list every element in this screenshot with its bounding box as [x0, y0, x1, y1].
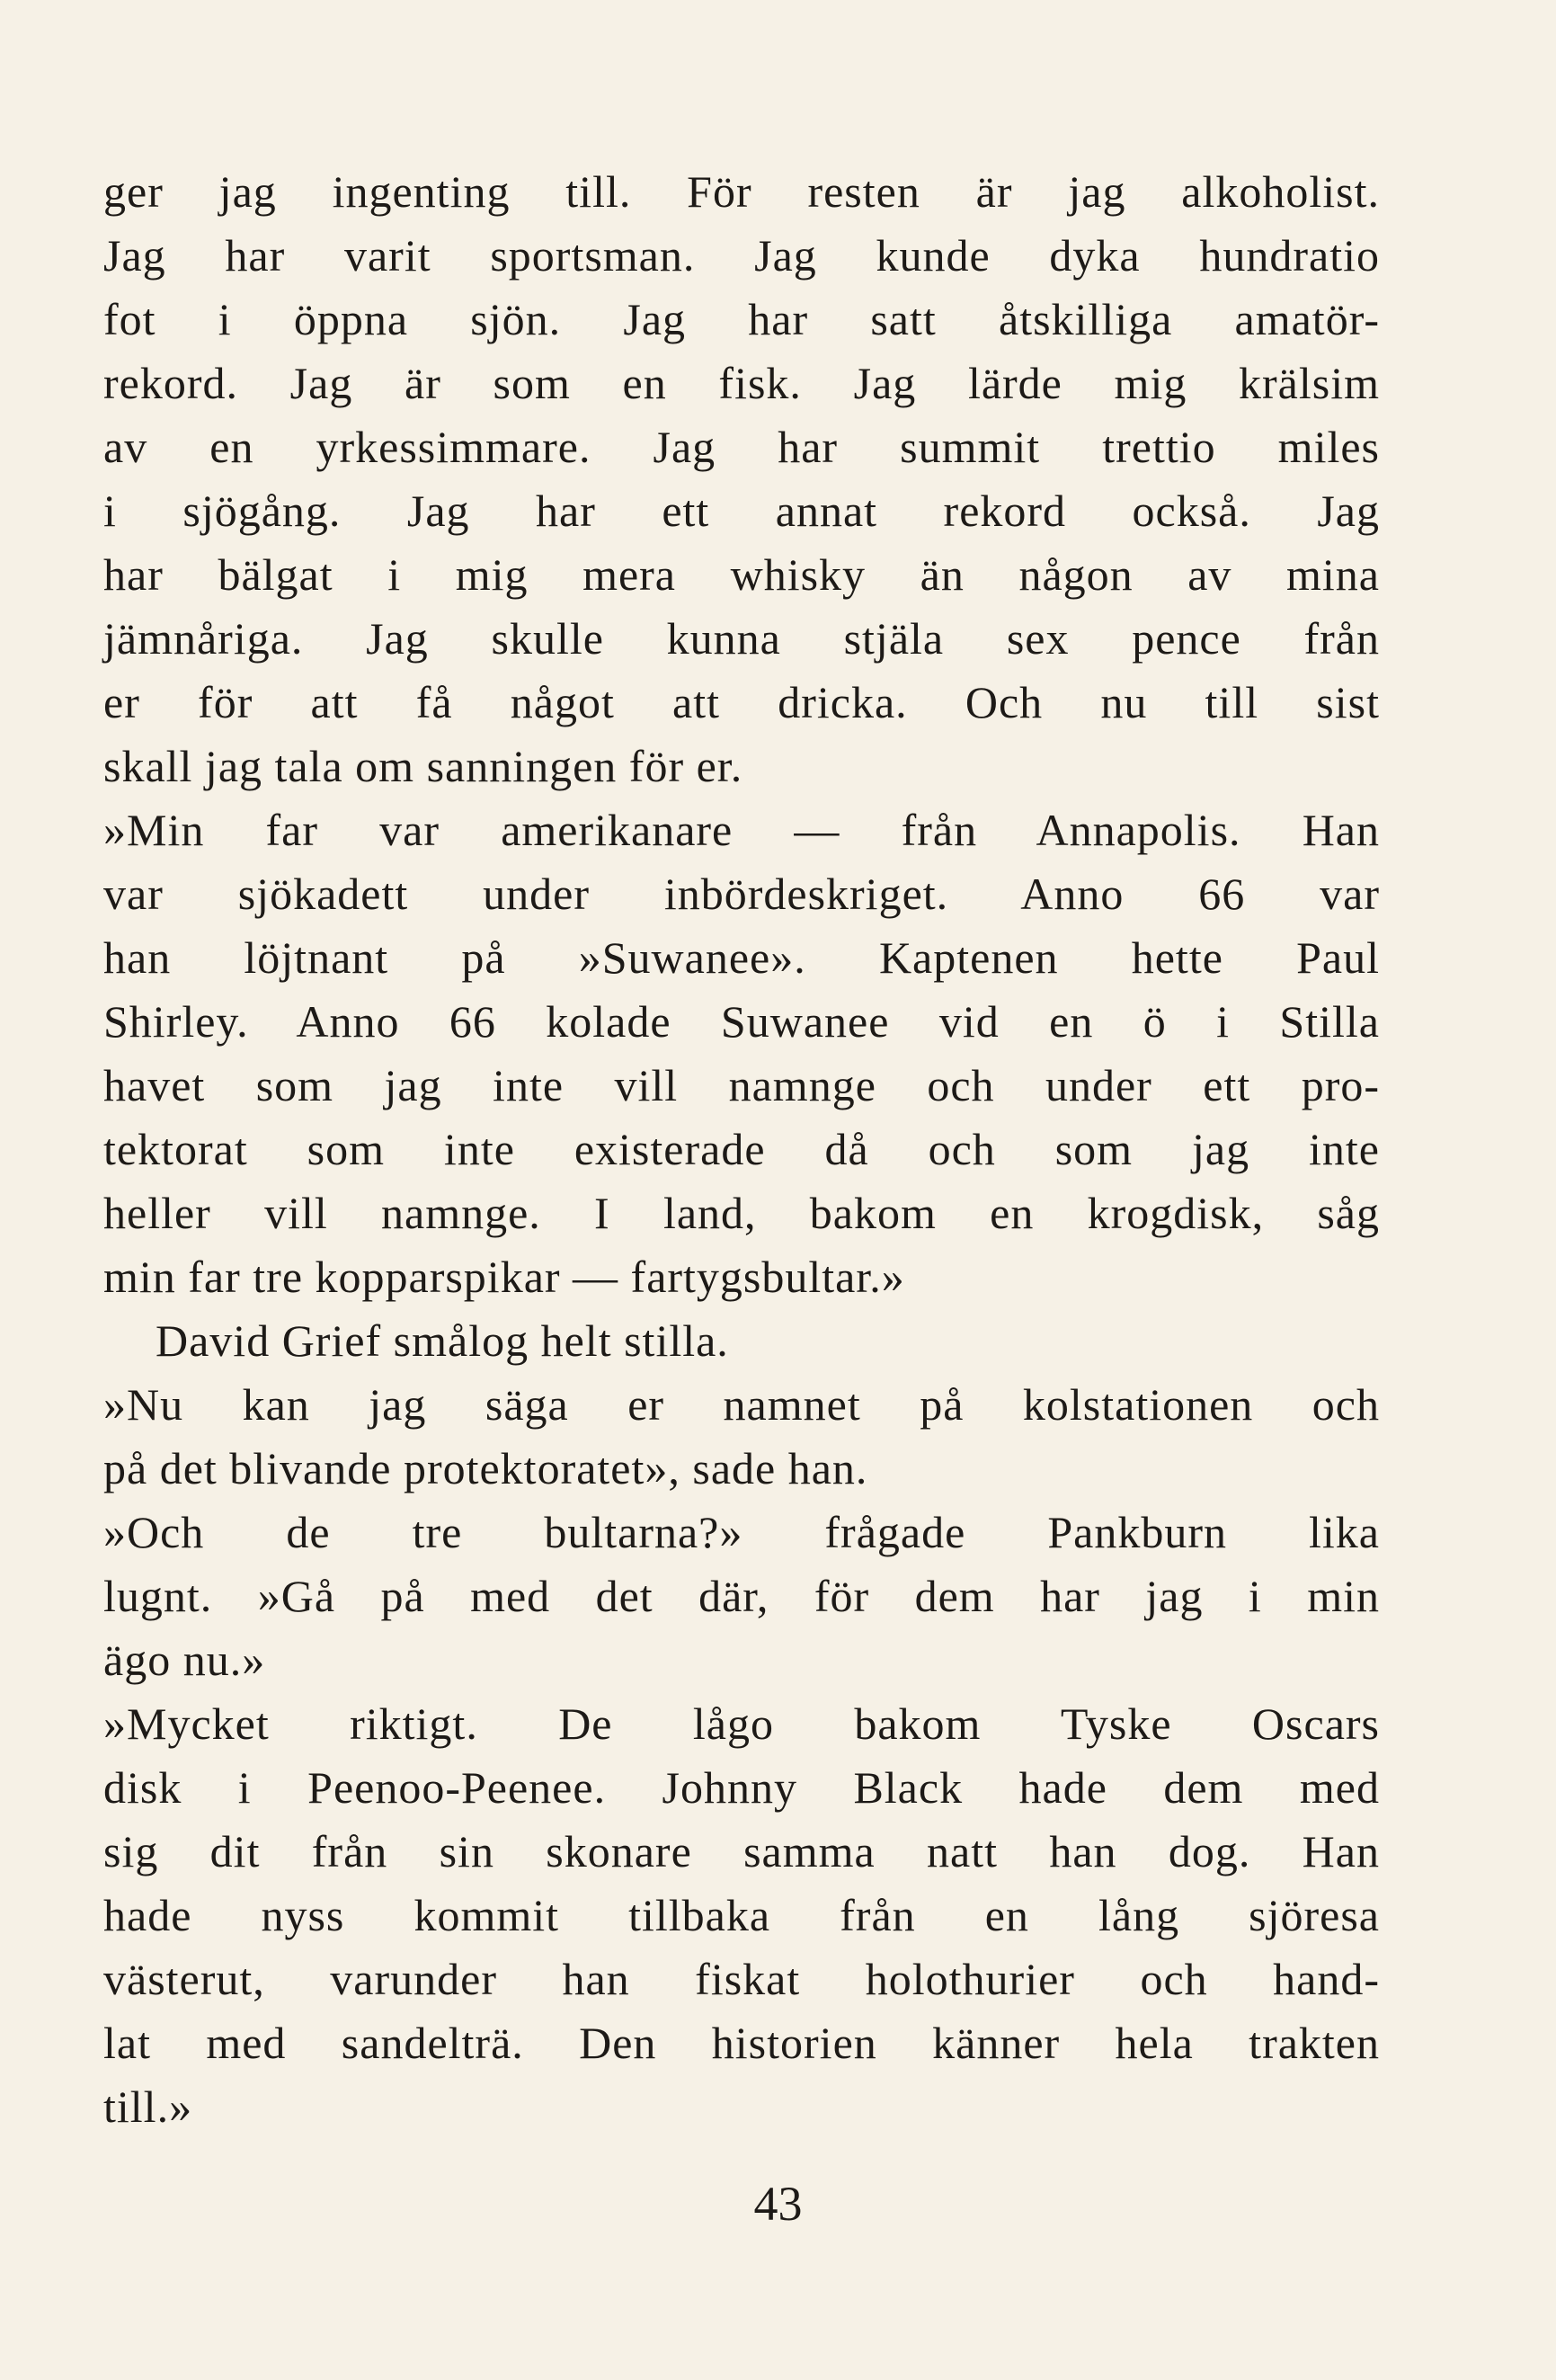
text-line: lat med sandelträ. Den historien känner hela trakten: [103, 2018, 1380, 2068]
text-line: var sjökadett under inbördeskriget. Anno 66 var: [103, 869, 1380, 919]
text-line: i sjögång. Jag har ett annat rekord också. Jag: [103, 486, 1380, 536]
text-line: min far tre kopparspikar — fartygsbultar.»: [103, 1252, 905, 1302]
text-line: till.»: [103, 2081, 193, 2132]
text-line: av en yrkessimmare. Jag har summit trettio miles: [103, 422, 1380, 472]
text-line: jämnåriga. Jag skulle kunna stjäla sex pence från: [103, 613, 1380, 664]
text-line: »Mycket riktigt. De lågo bakom Tyske Oscars: [103, 1698, 1380, 1749]
text-line: västerut, varunder han fiskat holothurier och hand-: [103, 1954, 1380, 2004]
text-line: tektorat som inte existerade då och som jag inte: [103, 1124, 1380, 1174]
text-line: hade nyss kommit tillbaka från en lång sjöresa: [103, 1890, 1380, 1940]
text-line: rekord. Jag är som en fisk. Jag lärde mig krälsim: [103, 358, 1380, 408]
text-line: fot i öppna sjön. Jag har satt åtskilliga amatör-: [103, 294, 1380, 344]
text-line: lugnt. »Gå på med det där, för dem har jag i min: [103, 1571, 1380, 1621]
text-line: disk i Peenoo-Peenee. Johnny Black hade dem med: [103, 1762, 1380, 1813]
text-line: ger jag ingenting till. För resten är jag alkoholist.: [103, 166, 1380, 217]
text-line: David Grief smålog helt stilla.: [156, 1315, 729, 1366]
text-line: Jag har varit sportsman. Jag kunde dyka hundratio: [103, 230, 1380, 281]
text-line: skall jag tala om sanningen för er.: [103, 741, 743, 791]
text-line: heller vill namnge. I land, bakom en krogdisk, såg: [103, 1188, 1380, 1238]
text-line: »Min far var amerikanare — från Annapolis. Han: [103, 805, 1380, 855]
page-number: 43: [753, 2177, 803, 2231]
text-line: sig dit från sin skonare samma natt han dog. Han: [103, 1826, 1380, 1876]
text-line: »Nu kan jag säga er namnet på kolstationen och: [103, 1379, 1380, 1430]
text-line: han löjtnant på »Suwanee». Kaptenen hette Paul: [103, 932, 1380, 983]
text-line: »Och de tre bultarna?» frågade Pankburn lika: [103, 1507, 1380, 1557]
text-line: ägo nu.»: [103, 1635, 266, 1685]
text-line: havet som jag inte vill namnge och under ett pro-: [103, 1060, 1380, 1110]
body-text: [103, 160, 1380, 2139]
text-line: er för att få något att dricka. Och nu till sist: [103, 677, 1380, 727]
text-line: på det blivande protektoratet», sade han.: [103, 1443, 868, 1493]
text-line: Shirley. Anno 66 kolade Suwanee vid en ö i Stilla: [103, 996, 1380, 1047]
text-line: har bälgat i mig mera whisky än någon av mina: [103, 549, 1380, 600]
